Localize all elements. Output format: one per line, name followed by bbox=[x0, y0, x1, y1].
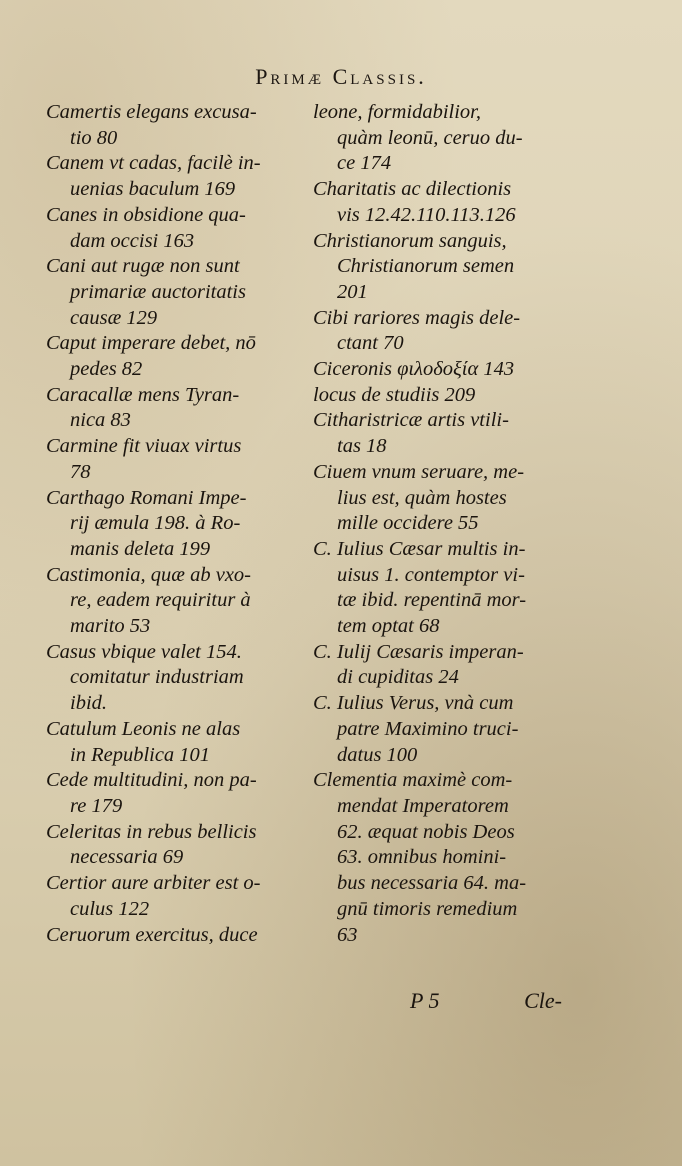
index-entry bbox=[313, 229, 559, 306]
index-entry-line: Christianorum semen bbox=[337, 255, 515, 278]
index-entry-line: Christianorum sanguis, bbox=[313, 229, 507, 252]
index-entry-line: marito 53 bbox=[70, 615, 151, 638]
index-entry-line: bus necessaria 64. ma- bbox=[337, 872, 527, 895]
index-entry-line: Castimonia, quæ ab vxo- bbox=[46, 563, 251, 586]
index-entry-line: Certior aure arbiter est o- bbox=[46, 872, 261, 895]
index-entry-line: ibid. bbox=[70, 692, 108, 715]
index-entry-line: rij æmula 198. à Ro- bbox=[70, 512, 241, 535]
index-entry bbox=[313, 357, 559, 383]
index-entry bbox=[46, 871, 288, 922]
index-entry-line: ctant 70 bbox=[337, 332, 404, 355]
index-entry-line: uenias baculum 169 bbox=[70, 178, 236, 201]
index-entry bbox=[313, 100, 559, 177]
index-entry-line: Caracallæ mens Tyran- bbox=[46, 383, 240, 406]
index-entry bbox=[46, 923, 288, 949]
index-entry-line: Cani aut rugæ non sunt bbox=[46, 255, 240, 278]
index-entry-line: dam occisi 163 bbox=[70, 229, 195, 252]
index-entry-line: tem optat 68 bbox=[337, 615, 440, 638]
index-entry bbox=[313, 640, 559, 691]
index-entry-line: Catulum Leonis ne alas bbox=[46, 717, 241, 740]
index-entry bbox=[313, 537, 559, 640]
index-entry-line: 62. æquat nobis Deos bbox=[337, 820, 515, 843]
index-entry-line: pedes 82 bbox=[70, 358, 143, 381]
index-entry-line: tas 18 bbox=[337, 435, 387, 458]
catchword: Cle- bbox=[524, 988, 562, 1013]
index-entry-line: Carthago Romani Impe- bbox=[46, 486, 247, 509]
index-entry-line: patre Maximino truci- bbox=[337, 717, 519, 740]
index-entry-line: C. Iulius Cæsar multis in- bbox=[313, 537, 526, 560]
index-entry bbox=[313, 691, 559, 768]
index-entry bbox=[313, 460, 559, 537]
index-entry bbox=[313, 177, 559, 228]
index-entry bbox=[46, 820, 288, 871]
index-entry bbox=[46, 768, 288, 819]
index-entry-line: Ceruorum exercitus, duce bbox=[46, 923, 258, 946]
index-entry-line: Carmine fit viuax virtus bbox=[46, 435, 242, 458]
index-entry-line: Ciceronis φιλοδοξία 143 bbox=[313, 358, 515, 381]
index-entry-line: lius est, quàm hostes bbox=[337, 486, 507, 509]
index-entry-line: uisus 1. contemptor vi- bbox=[337, 563, 525, 586]
index-entry-line: causæ 129 bbox=[70, 306, 158, 329]
index-entry-line: necessaria 69 bbox=[70, 846, 184, 869]
index-entry bbox=[313, 383, 559, 409]
index-entry-line: 63 bbox=[337, 923, 358, 946]
index-entry bbox=[313, 768, 559, 948]
index-entry bbox=[46, 203, 288, 254]
index-entry bbox=[46, 486, 288, 563]
index-entry bbox=[46, 331, 288, 382]
page-footer bbox=[410, 988, 562, 1014]
index-entry bbox=[46, 383, 288, 434]
index-entry-line: C. Iulij Cæsaris imperan- bbox=[313, 640, 524, 663]
index-entry bbox=[313, 408, 559, 459]
index-entry-line: 201 bbox=[337, 280, 368, 303]
index-entry-line: re 179 bbox=[70, 794, 123, 817]
index-column-left bbox=[46, 100, 288, 948]
index-entry-line: Ciuem vnum seruare, me- bbox=[313, 460, 525, 483]
index-entry-line: comitatur industriam bbox=[70, 666, 244, 689]
index-entry bbox=[46, 563, 288, 640]
index-column-right bbox=[313, 100, 559, 948]
running-head: Primæ Classis. bbox=[255, 64, 427, 89]
index-entry-line: locus de studiis 209 bbox=[313, 383, 476, 406]
index-entry-line: Camertis elegans excusa- bbox=[46, 101, 257, 123]
index-entry-line: in Republica 101 bbox=[70, 743, 211, 766]
index-entry-line: Celeritas in rebus bellicis bbox=[46, 820, 257, 843]
index-entry-line: vis 12.42.110.113.126 bbox=[337, 203, 516, 226]
index-entry bbox=[46, 254, 288, 331]
index-entry bbox=[46, 640, 288, 717]
index-entry-line: culus 122 bbox=[70, 897, 150, 920]
index-entry-line: leone, formidabilior, bbox=[313, 101, 481, 123]
index-entry-line: re, eadem requiritur à bbox=[70, 589, 251, 612]
index-entry-line: 63. omnibus homini- bbox=[337, 846, 507, 869]
index-entry-line: Clementia maximè com- bbox=[313, 769, 513, 792]
index-entry-line: C. Iulius Verus, vnà cum bbox=[313, 692, 514, 715]
index-entry bbox=[46, 100, 288, 151]
index-entry-line: Citharistricæ artis vtili- bbox=[313, 409, 509, 432]
index-entry bbox=[46, 717, 288, 768]
index-entry bbox=[313, 306, 559, 357]
index-entry-line: tæ ibid. repentinā mor- bbox=[337, 589, 527, 612]
index-entry-line: Casus vbique valet 154. bbox=[46, 640, 242, 663]
index-entry-line: Charitatis ac dilectionis bbox=[313, 178, 512, 201]
index-entry-line: Canes in obsidione qua- bbox=[46, 203, 246, 226]
index-entry bbox=[46, 151, 288, 202]
signature-mark: P 5 bbox=[410, 988, 440, 1013]
index-entry-line: Cede multitudini, non pa- bbox=[46, 769, 257, 792]
index-entry bbox=[46, 434, 288, 485]
index-entry-line: Caput imperare debet, nō bbox=[46, 332, 256, 355]
index-entry-line: 78 bbox=[70, 460, 91, 483]
index-entry-line: mendat Imperatorem bbox=[337, 794, 509, 817]
index-entry-line: gnū timoris remedium bbox=[337, 897, 518, 920]
index-entry-line: quàm leonū, ceruo du- bbox=[337, 126, 523, 149]
index-entry-line: ce 174 bbox=[337, 152, 392, 175]
index-entry-line: manis deleta 199 bbox=[70, 537, 211, 560]
index-entry-line: Canem vt cadas, facilè in- bbox=[46, 152, 261, 175]
index-entry-line: mille occidere 55 bbox=[337, 512, 479, 535]
index-entry-line: datus 100 bbox=[337, 743, 418, 766]
index-entry-line: Cibi rariores magis dele- bbox=[313, 306, 521, 329]
index-entry-line: primariæ auctoritatis bbox=[70, 280, 246, 303]
index-entry-line: di cupiditas 24 bbox=[337, 666, 459, 689]
index-entry-line: nica 83 bbox=[70, 409, 131, 432]
index-entry-line: tio 80 bbox=[70, 126, 118, 149]
